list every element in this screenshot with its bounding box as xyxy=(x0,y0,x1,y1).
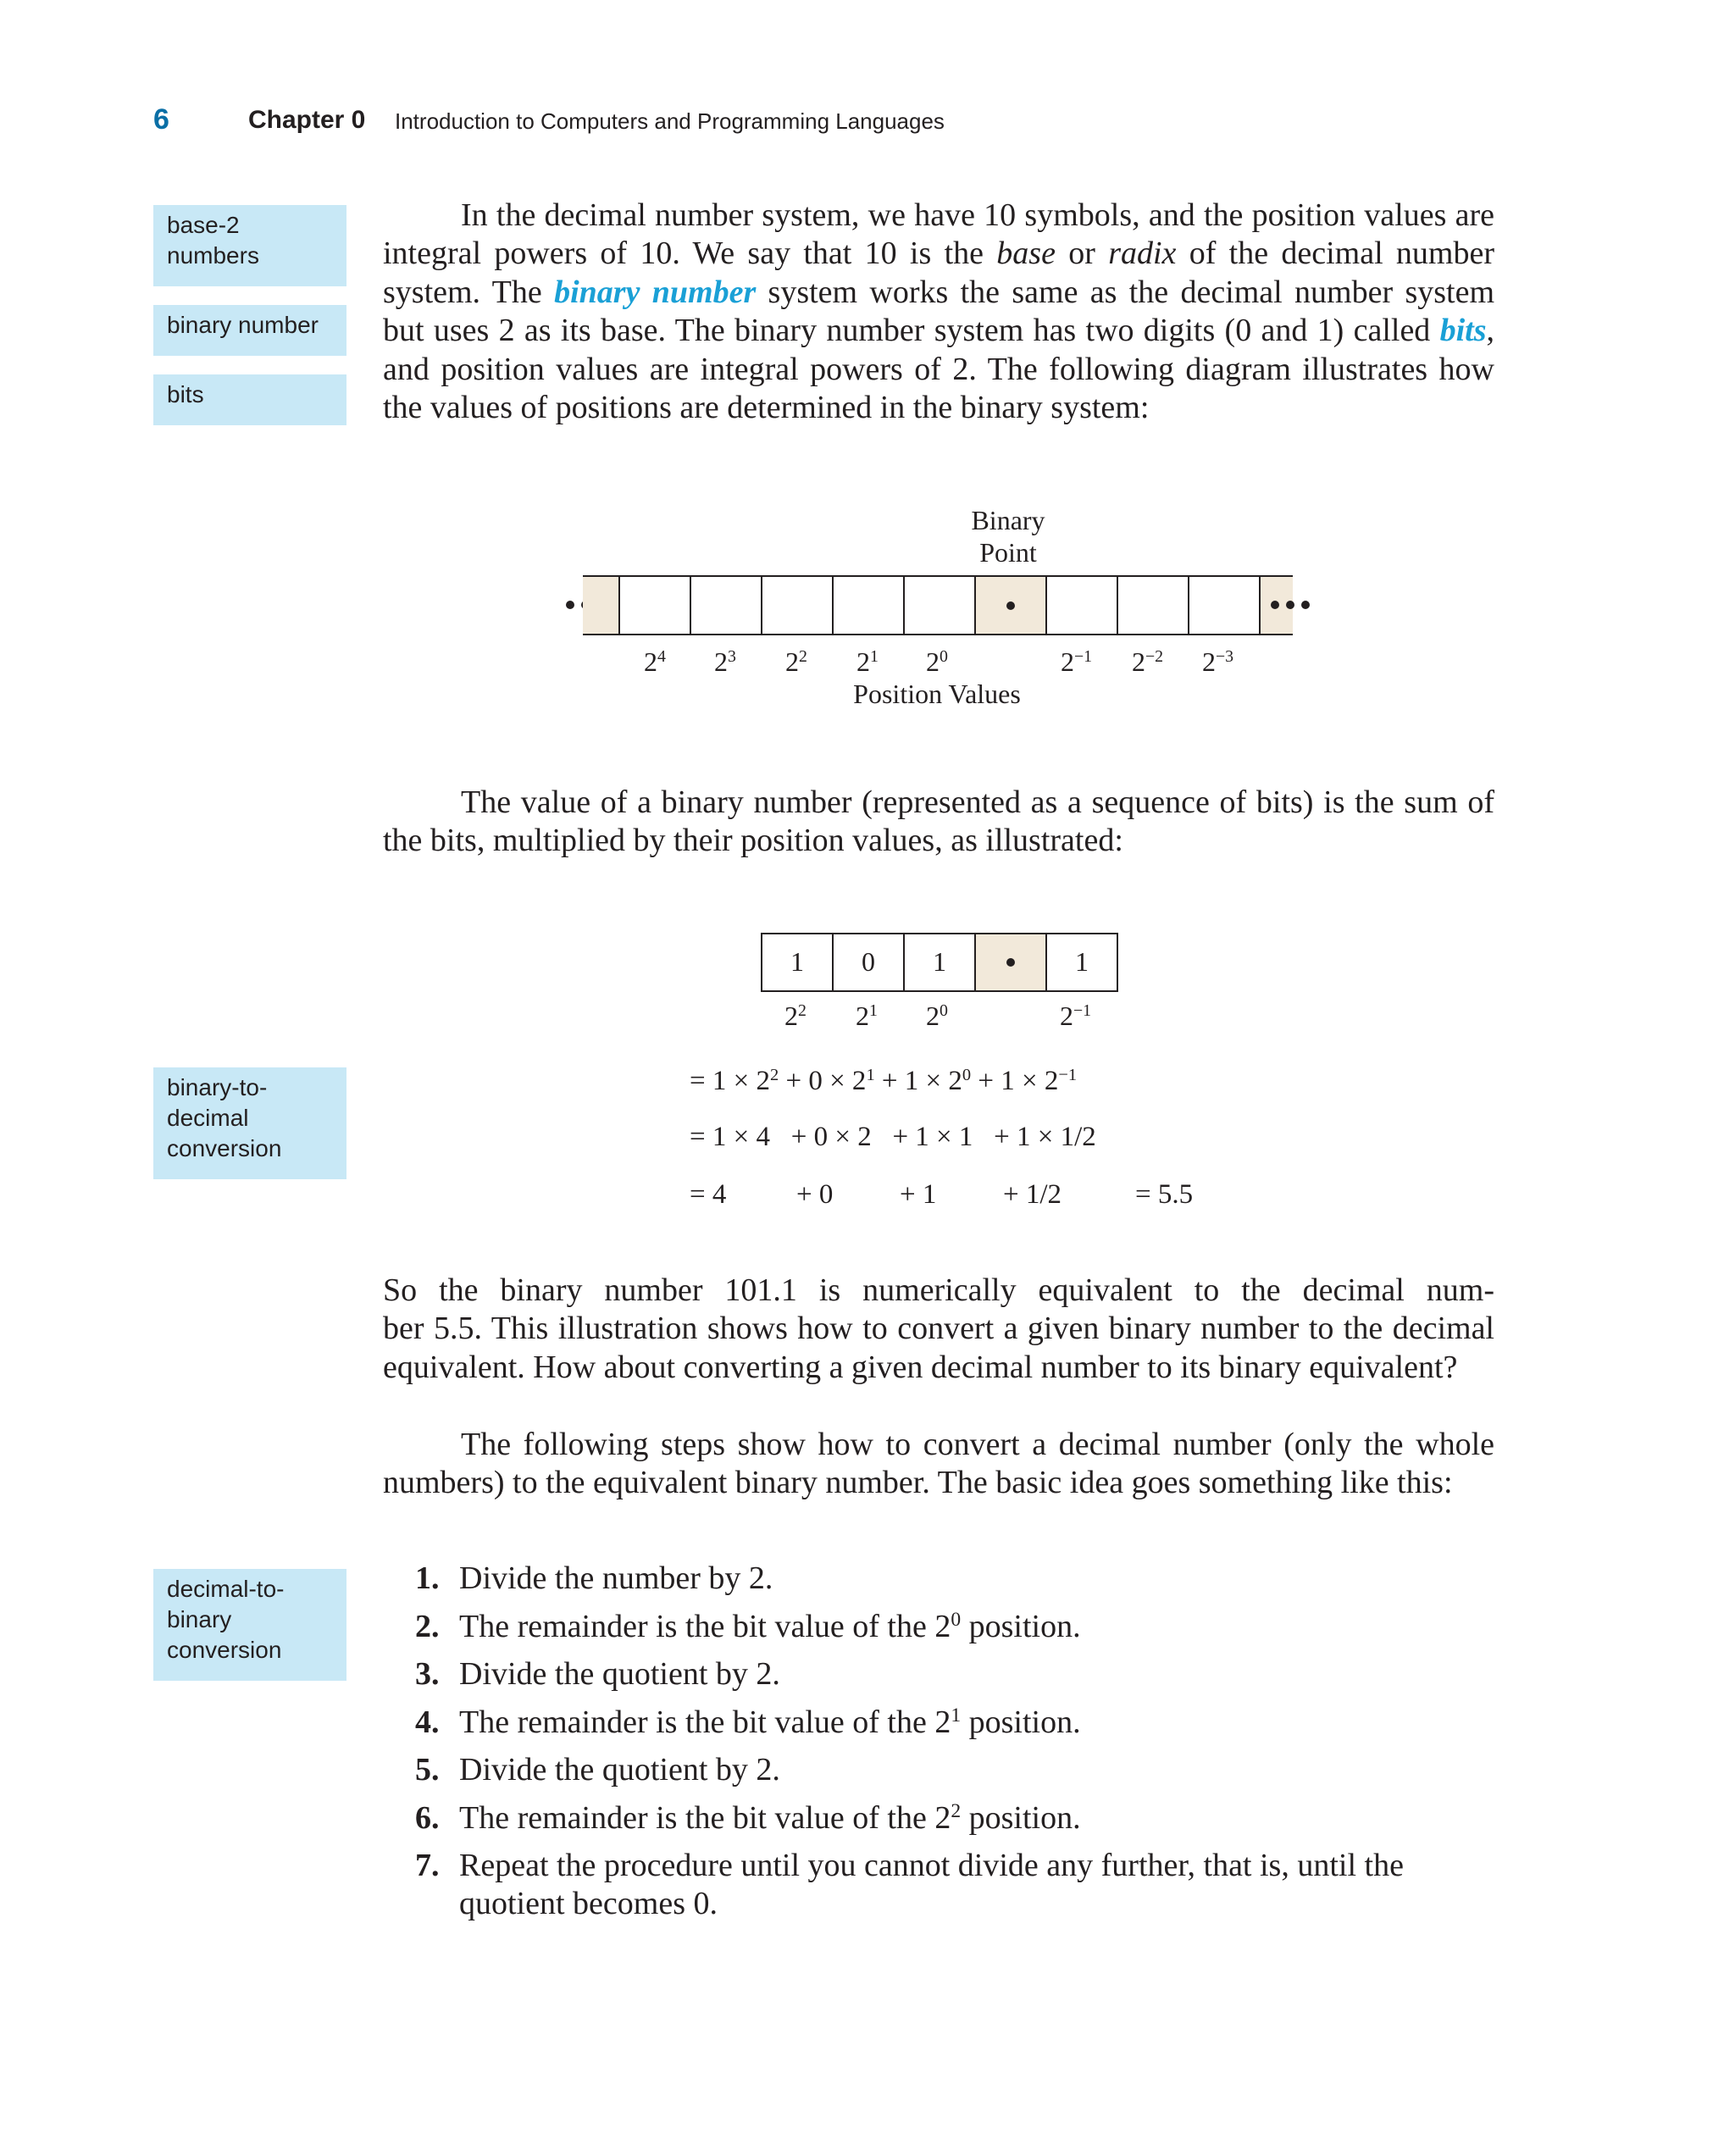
equation-row-3-term: + 0 xyxy=(796,1179,834,1210)
digit-cell xyxy=(903,575,976,635)
term-base: base xyxy=(996,236,1056,272)
margin-note-base-2-numbers xyxy=(153,205,346,286)
equation-row-3-term: + 1/2 xyxy=(1003,1179,1062,1210)
chapter-title: Introduction to Computers and Programming Languages xyxy=(395,108,945,134)
digit-cell xyxy=(618,575,691,635)
margin-note-text: base-2 numbers xyxy=(167,212,259,269)
term-radix: radix xyxy=(1108,236,1177,272)
edge-cell-left xyxy=(583,575,620,635)
keyword-bits: bits xyxy=(1439,313,1487,349)
position-values-label: Position Values xyxy=(853,679,1021,709)
ellipsis-dot xyxy=(1286,601,1294,609)
text-run: system works the same as the decimal number system but uses 2 as its base. The binary number system has two digits (0 and 1) called xyxy=(383,274,1494,349)
margin-note-text: decimal-to-binary conversion xyxy=(167,1576,285,1663)
position-value: $2^{-1}$ xyxy=(1060,1000,1092,1031)
position-value: $2^{-3}$ xyxy=(1202,646,1234,677)
text-run: of the decimal number system. The xyxy=(383,236,1495,310)
text-run: ber 5.5. This illustration shows how to convert a given binary number to the decimal equivalent. How about converting a given decimal number to its binary equivalent? xyxy=(383,1311,1494,1385)
paragraph-binary-intro xyxy=(383,197,1494,427)
text-run: , and position values are integral powers of 2. The following diagram illustrates how the values of positions are determined in the binary system: xyxy=(383,313,1494,426)
position-value: $2^0$ xyxy=(926,1000,948,1031)
digit-cell xyxy=(690,575,762,635)
position-value: $2^1$ xyxy=(856,646,879,677)
margin-note-binary-number xyxy=(153,305,346,356)
ellipsis-dot xyxy=(1271,601,1279,609)
digit-cell xyxy=(1117,575,1189,635)
bit-cell: 1 xyxy=(903,933,976,992)
digit-cell xyxy=(1188,575,1261,635)
bit-cell: 1 xyxy=(761,933,834,992)
equation-row-3-term: + 1 xyxy=(900,1179,937,1210)
binary-point-label-line1: Binary xyxy=(971,505,1045,535)
position-value: $2^{-1}$ xyxy=(1061,646,1093,677)
margin-note-text: binary number xyxy=(167,312,319,338)
equation-row-1: = $1 \times 2^2 + 0 \times 2^1 + 1 \times 2^0 + 1 \times 2^{-1}$ xyxy=(690,1065,1078,1096)
margin-note-text: bits xyxy=(167,381,204,407)
text-run: or xyxy=(1055,236,1109,272)
binary-point-dot xyxy=(1006,958,1015,967)
position-value: $2^2$ xyxy=(785,646,807,677)
equation-row-3-term: = 4 xyxy=(690,1179,727,1210)
digit-cell xyxy=(761,575,834,635)
margin-note-decimal-to-binary xyxy=(153,1569,346,1681)
chapter-label: Chapter 0 xyxy=(248,106,366,134)
ellipsis-dot xyxy=(1301,601,1310,609)
paragraph-binary-equivalence xyxy=(383,1272,1494,1387)
page-number: 6 xyxy=(153,103,169,136)
digit-cell xyxy=(832,575,905,635)
bit-cell: 0 xyxy=(832,933,905,992)
position-value: $2^1$ xyxy=(856,1000,878,1031)
position-value: $2^2$ xyxy=(784,1000,807,1031)
text-run: In the decimal number system, we have 10 symbols, and the position values are integral powers of 10. We say that 10 is the xyxy=(383,197,1494,272)
text-line: So the binary number 101.1 is numerically equivalent to the decimal num- xyxy=(383,1272,1494,1308)
binary-point-label-line2: Point xyxy=(979,537,1037,568)
position-value: $2^{-2}$ xyxy=(1132,646,1164,677)
bit-cell: 1 xyxy=(1045,933,1118,992)
margin-note-binary-to-decimal xyxy=(153,1067,346,1179)
binary-point-dot xyxy=(1006,601,1015,610)
keyword-binary-number: binary number xyxy=(554,274,757,310)
paragraph-binary-value: The value of a binary number (represented as a sequence of bits) is the sum of the bits, multiplied by their position values, as illustrated: xyxy=(383,784,1494,859)
position-value: $2^4$ xyxy=(644,646,666,677)
ellipsis-dot xyxy=(566,601,574,609)
position-value: $2^3$ xyxy=(714,646,736,677)
margin-note-text: binary-to-decimal conversion xyxy=(167,1074,282,1161)
position-value: $2^0$ xyxy=(926,646,948,677)
equation-row-3-result: = 5.5 xyxy=(1135,1179,1194,1210)
equation-row-2: = 1 × 4 + 0 × 2 + 1 × 1 + 1 × 1/2 xyxy=(690,1122,1096,1152)
margin-note-bits xyxy=(153,374,346,425)
paragraph-conversion-steps-intro: The following steps show how to convert a decimal number (only the whole numbers) to the equivalent binary number. The basic idea goes something like this: xyxy=(383,1427,1494,1501)
digit-cell xyxy=(1045,575,1118,635)
